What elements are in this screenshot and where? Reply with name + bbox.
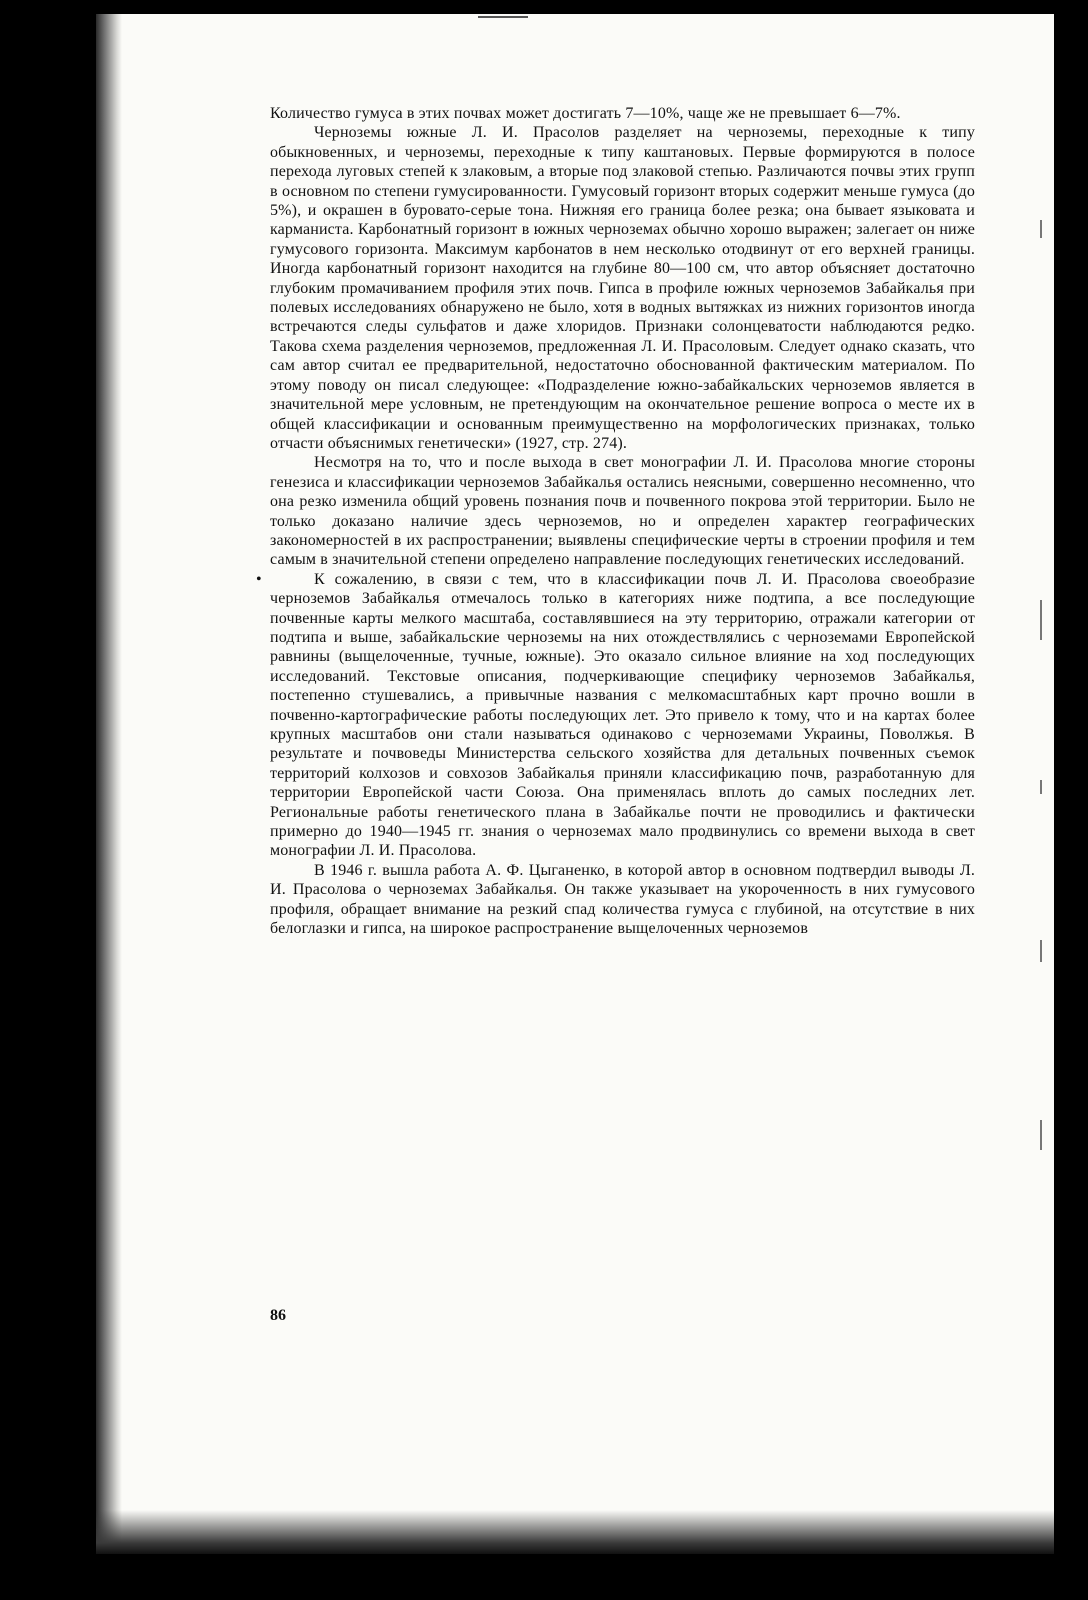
page-number: 86: [270, 1307, 286, 1324]
paragraph-southern-chernozems: Черноземы южные Л. И. Прасолов разделяет на черноземы, переходные к типу обыкновенных, и черноземы, переходные к типу каштановых. Первые формируются в полосе перехода луговых степей к злаковым, а вторые под злаковой степью. Различаются почвы этих групп в основном по степени гумусированности. Гумусовый горизонт вторых содержит меньше гумуса (до 5%), и окрашен в буровато-серые тона. Нижняя его граница более резка; она бывает языковата и карманиста. Карбонатный горизонт в южных черноземах обычно хорошо выражен; залегает он ниже гумусового горизонта. Максимум карбонатов в нем несколько отодвинут от его верхней границы. Иногда карбонатный горизонт находится на глубине 80—100 см, что автор объясняет достаточно глубоким промачиванием профиля этих почв. Гипса в профиле южных черноземов Забайкалья при полевых исследованиях обнаружено не было, хотя в водных вытяжках из нижних горизонтов иногда встречаются следы сульфатов и даже хлоридов. Признаки солонцеватости наблюдаются редко. Такова схема разделения черноземов, предложенная Л. И. Прасоловым. Следует однако сказать, что сам автор считал ее предварительной, недостаточно обоснованной фактическим материалом. По этому поводу он писал следующее: «Подразделение южно-забайкальских черноземов является в значительной мере условным, не претендующим на окончательное решение вопроса о месте их в общей классификации и основанным преимущественно на морфологических признаках, только отчасти объяснимых генетически» (1927, стр. 274).: [270, 124, 975, 452]
page-text: [256, 104, 975, 938]
paragraph-continuation: Количество гумуса в этих почвах может достигать 7—10%, чаще же не превышает 6—7%.: [270, 105, 901, 122]
bullet-mark: •: [256, 570, 262, 588]
paragraph-with-bullet: [256, 570, 975, 861]
paragraph-classification: К сожалению, в связи с тем, что в классификации почв Л. И. Прасолова своеобразие черноземов Забайкалья отмечалось только в категориях ниже подтипа, а все последующие почвенные карты мелкого масштаба, составлявшиеся на эту территорию, отражали категории от подтипа и выше, забайкальские черноземы на них отождествлялись с черноземами Европейской равнины (выщелоченные, тучные, южные). Это оказало сильное влияние на ход последующих исследований. Текстовые описания, подчеркивающие специфику черноземов Забайкалья, постепенно стушевались, а привычные названия с мелкомасштабных карт прочно вошли в почвенно-картографические работы последующих лет. Это привело к тому, что и на картах более крупных масштабов они стали называться одинаково с черноземами Украины, Поволжья. В результате и почвоведы Министерства сельского хозяйства для детальных почвенных съемок территорий колхозов и совхозов Забайкалья приняли классификацию почв, разработанную для территории Европейской части Союза. Она применялась вплоть до самых последних лет. Региональные работы генетического плана в Забайкалье почти не проводились и фактически примерно до 1940—1945 гг. знания о черноземах мало продвинулись со времени выхода в свет монографии Л. И. Прасолова.: [270, 570, 975, 860]
page-bottom-shadow: [96, 1510, 1054, 1554]
paragraph-tsyganenko: В 1946 г. вышла работа А. Ф. Цыганенко, в которой автор в основном подтвердил выводы Л. И. Прасолова о черноземах Забайкалья. Он также указывает на укороченность в них гумусового профиля, обращает внимание на резкий спад количества гумуса с глубиной, на отсутствие в них белоглазки и гипса, на широкое распространение выщелоченных черноземов: [270, 861, 975, 938]
book-spine-shadow: [96, 14, 122, 1554]
paragraph-prasolov-monograph: Несмотря на то, что и после выхода в свет монографии Л. И. Прасолова многие стороны генезиса и классификации черноземов Забайкалья остались неясными, совершенно несомненно, что она резко изменила общий уровень познания почв и почвенного покрова этой территории. Было не только доказано наличие здесь черноземов, но и определен характер географических закономерностей в их распространении; выявлены специфические черты в строении профиля и тем самым в значительной степени определено направление последующих генетических исследований.: [270, 454, 975, 569]
scan-artifact-mark: [478, 16, 528, 18]
page-edge-marks: [1040, 220, 1044, 1180]
